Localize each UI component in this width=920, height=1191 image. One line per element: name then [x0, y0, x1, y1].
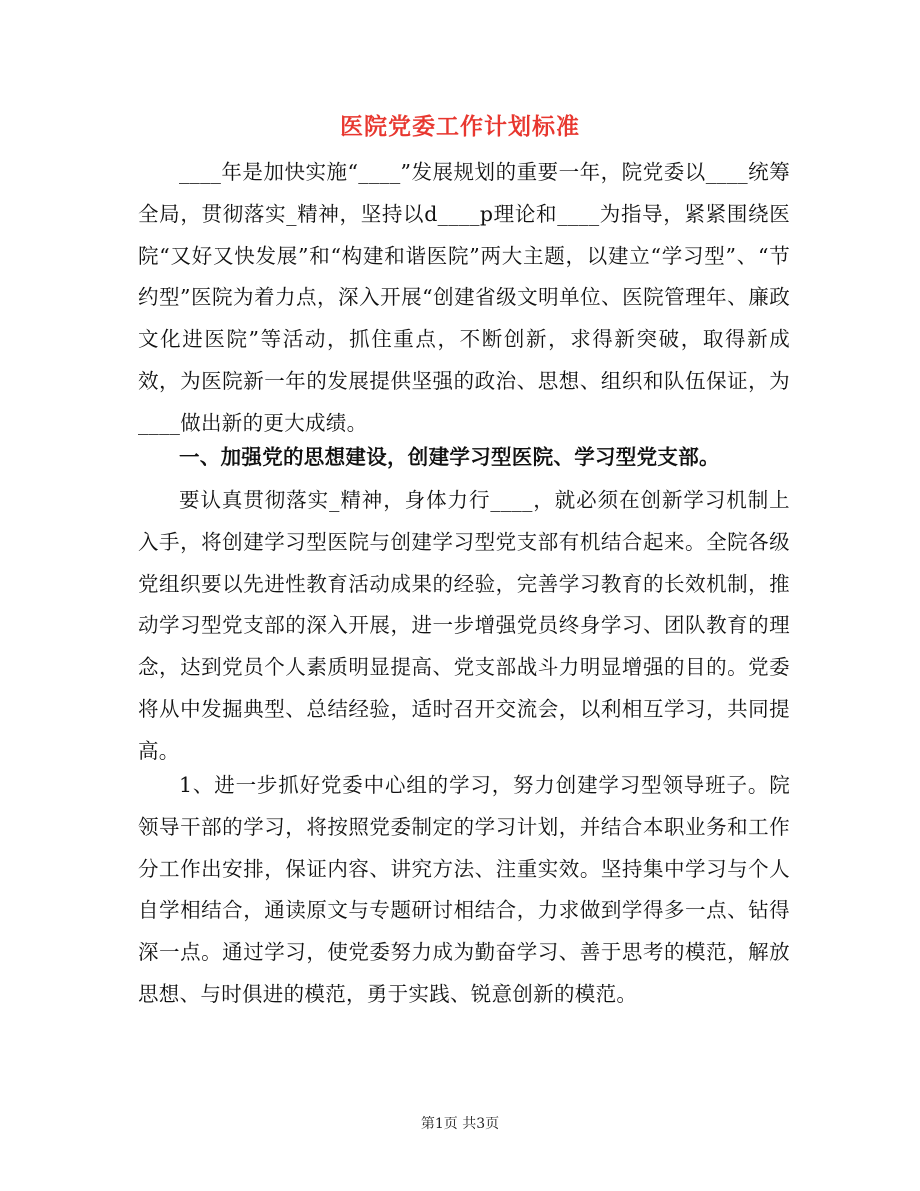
document-title: 医院党委工作计划标准	[340, 113, 580, 140]
section-heading: 一、加强党的思想建设，创建学习型医院、学习型党支部。	[179, 445, 720, 469]
intro-paragraph: ____年是加快实施“____”发展规划的重要一年，院党委以____统筹全局，贯彻落实_精神，坚持以d____p理论和____为指导，紧紧围绕医院“又好又快发展”和“构建和谐医院”两大主题，以建立“学习型”、“节约型”医院为着力点，深入开展“创建省级文明单位、医院管理年、廉政文化进医院”等活动，抓住重点，不断创新，求得新突破，取得新成效，为医院新一年的发展提供坚强的政治、思想、组织和队伍保证，为____做出新的更大成绩。	[138, 160, 790, 435]
section-body-paragraph: 要认真贯彻落实_精神，身体力行____，就必须在创新学习机制上入手，将创建学习型医院与创建学习型党支部有机结合起来。全院各级党组织要以先进性教育活动成果的经验，完善学习教育的长效机制，推动学习型党支部的深入开展，进一步增强党员终身学习、团队教育的理念，达到党员个人素质明显提高、党支部战斗力明显增强的目的。党委将从中发掘典型、总结经验，适时召开交流会，以利相互学习，共同提高。	[138, 488, 790, 763]
page-number-footer: 第1页 共3页	[420, 1116, 500, 1132]
item-paragraph: 1、进一步抓好党委中心组的学习，努力创建学习型领导班子。院领导干部的学习，将按照党委制定的学习计划，并结合本职业务和工作分工作出安排，保证内容、讲究方法、注重实效。坚持集中学习与个人自学相结合，通读原文与专题研讨相结合，力求做到学得多一点、钻得深一点。通过学习，使党委努力成为勤奋学习、善于思考的模范，解放思想、与时俱进的模范，勇于实践、锐意创新的模范。	[138, 773, 790, 1006]
